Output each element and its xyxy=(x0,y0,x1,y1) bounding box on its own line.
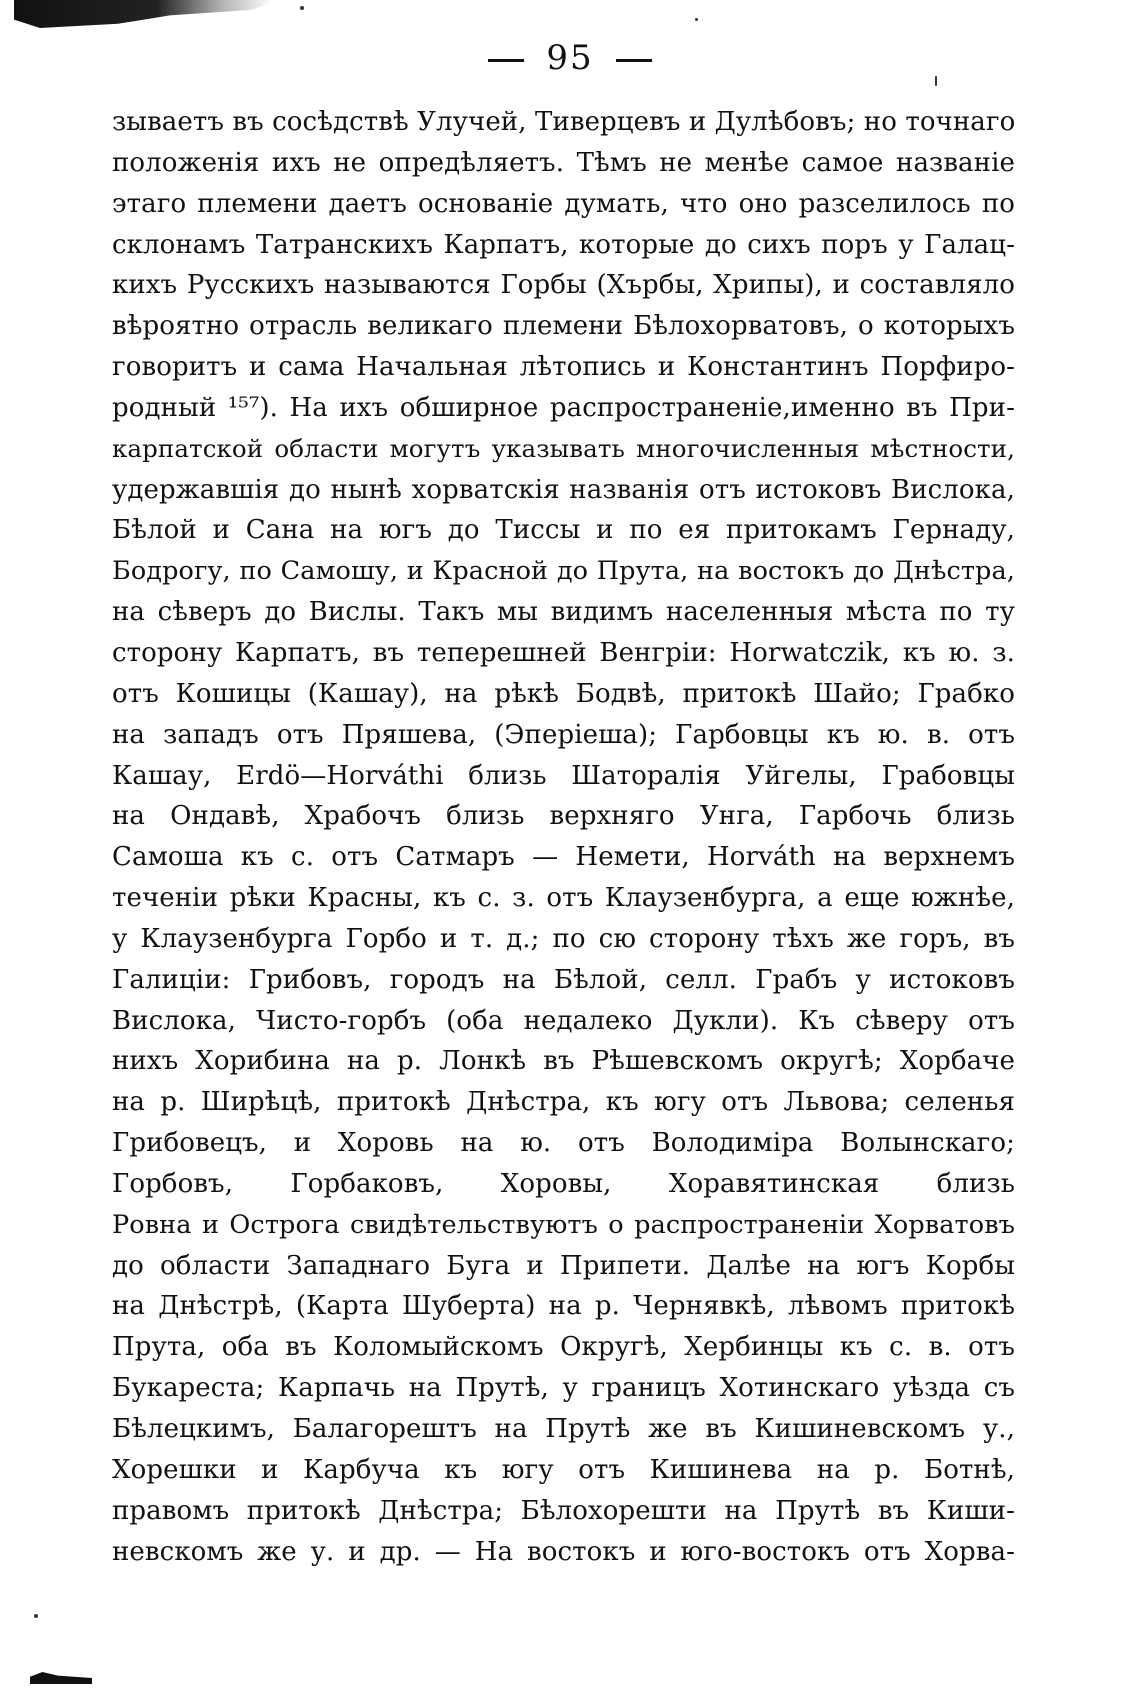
text-line: на Днѣстрѣ, (Карта Шуберта) на р. Чернявкѣ, лѣвомъ притокѣ xyxy=(112,1291,1015,1322)
text-line: до области Западнаго Буга и Припети. Далѣе на югъ Корбы xyxy=(112,1250,1015,1281)
text-line: Самоша къ с. отъ Сатмаръ — Немети, Horváth на верхнемъ xyxy=(112,842,1015,873)
text-line: этаго племени даетъ основаніе думать, что оно разселилось по xyxy=(112,188,1015,219)
text-line: сторону Карпатъ, въ теперешней Венгріи: Horwatczik, къ ю. з. xyxy=(112,637,1015,668)
dash-left xyxy=(488,59,524,62)
text-line: Прута, оба въ Коломыйскомъ Округѣ, Хербинцы къ с. в. отъ xyxy=(112,1332,1015,1363)
text-line: удержавшія до нынѣ хорватскія названія отъ истоковъ Вислока, xyxy=(112,474,1015,505)
text-line: положенія ихъ не опредѣляетъ. Тѣмъ не менѣе самое названіе xyxy=(112,147,1015,178)
text-line: на сѣверъ до Вислы. Такъ мы видимъ населенныя мѣста по ту xyxy=(112,597,1015,628)
page-number-header xyxy=(0,38,1140,78)
text-line: вѣроятно отрасль великаго племени Бѣлохорватовъ, о которыхъ xyxy=(112,311,1015,342)
text-line: на Ондавѣ, Храбочъ близь верхняго Унга, Гарбочь близь xyxy=(112,801,1015,832)
body-text xyxy=(112,102,1015,1572)
text-line: Хорешки и Карбуча къ югу отъ Кишинева на р. Ботнѣ, xyxy=(112,1454,1015,1485)
text-line: теченіи рѣки Красны, къ с. з. отъ Клаузенбурга, а еще южнѣе, xyxy=(112,883,1015,914)
text-line: Букареста; Карпачь на Прутѣ, у границъ Хотинскаго уѣзда съ xyxy=(112,1373,1015,1404)
page-number: 95 xyxy=(546,38,594,78)
scan-artifact-bottom xyxy=(30,1672,92,1684)
text-line: Галиціи: Грибовъ, городъ на Бѣлой, селл. Грабъ у истоковъ xyxy=(112,964,1015,995)
text-line: говоритъ и сама Начальная лѣтопись и Константинъ Порфиро- xyxy=(112,352,1015,383)
scan-speck xyxy=(695,18,698,21)
text-line: Вислока, Чисто-горбъ (оба недалеко Дукли). Къ сѣверу отъ xyxy=(112,1005,1015,1036)
text-line: склонамъ Татранскихъ Карпатъ, которые до сихъ поръ у Галац- xyxy=(112,229,1015,260)
text-line: невскомъ же у. и др. — На востокъ и юго-востокъ отъ Хорва- xyxy=(112,1536,1015,1567)
text-line: у Клаузенбурга Горбо и т. д.; по сю сторону тѣхъ же горъ, въ xyxy=(112,923,1015,954)
text-line: правомъ притокѣ Днѣстра; Бѣлохорешти на Прутѣ въ Киши- xyxy=(112,1495,1015,1526)
text-line: кихъ Русскихъ называются Горбы (Хърбы, Хрипы), и составляло xyxy=(112,270,1015,301)
text-line: отъ Кошицы (Кашау), на рѣкѣ Бодвѣ, притокѣ Шайо; Грабко xyxy=(112,678,1015,709)
text-line: на р. Ширѣцѣ, притокѣ Днѣстра, къ югу отъ Львова; селенья xyxy=(112,1087,1015,1118)
text-line: Бѣлецкимъ, Балагорештъ на Прутѣ же въ Кишиневскомъ у., xyxy=(112,1414,1015,1444)
scan-artifact-top xyxy=(14,0,274,28)
dash-right xyxy=(616,59,652,62)
scan-speck xyxy=(300,6,304,10)
text-line: на западъ отъ Пряшева, (Эперіеша); Гарбовцы къ ю. в. отъ xyxy=(112,719,1015,750)
scan-speck xyxy=(34,1614,38,1618)
text-line: Кашау, Erdö—Horváthi близь Шаторалія Уйгелы, Грабовцы xyxy=(112,760,1015,791)
text-line: Бѣлой и Сана на югъ до Тиссы и по ея притокамъ Гернаду, xyxy=(112,515,1015,546)
text-line: родный ¹⁵⁷). На ихъ обширное распространеніе,именно въ При- xyxy=(112,392,1015,423)
text-line: Ровна и Острога свидѣтельствуютъ о распространеніи Хорватовъ xyxy=(112,1209,1015,1240)
text-line: Грибовецъ, и Хоровь на ю. отъ Володиміра Волынскаго; xyxy=(112,1128,1015,1159)
text-line: нихъ Хорибина на р. Лонкѣ въ Рѣшевскомъ округѣ; Хорбаче xyxy=(112,1046,1015,1077)
text-line: Бодрогу, по Самошу, и Красной до Прута, на востокъ до Днѣстра, xyxy=(112,556,1015,587)
text-line: Горбовъ, Горбаковъ, Хоровы, Хоравятинская близь xyxy=(112,1168,1015,1199)
text-line: зываетъ въ сосѣдствѣ Улучей, Тиверцевъ и Дулѣбовъ; но точнаго xyxy=(112,107,1016,137)
text-line: карпатской области могутъ указывать многочисленныя мѣстности, xyxy=(112,433,1015,463)
